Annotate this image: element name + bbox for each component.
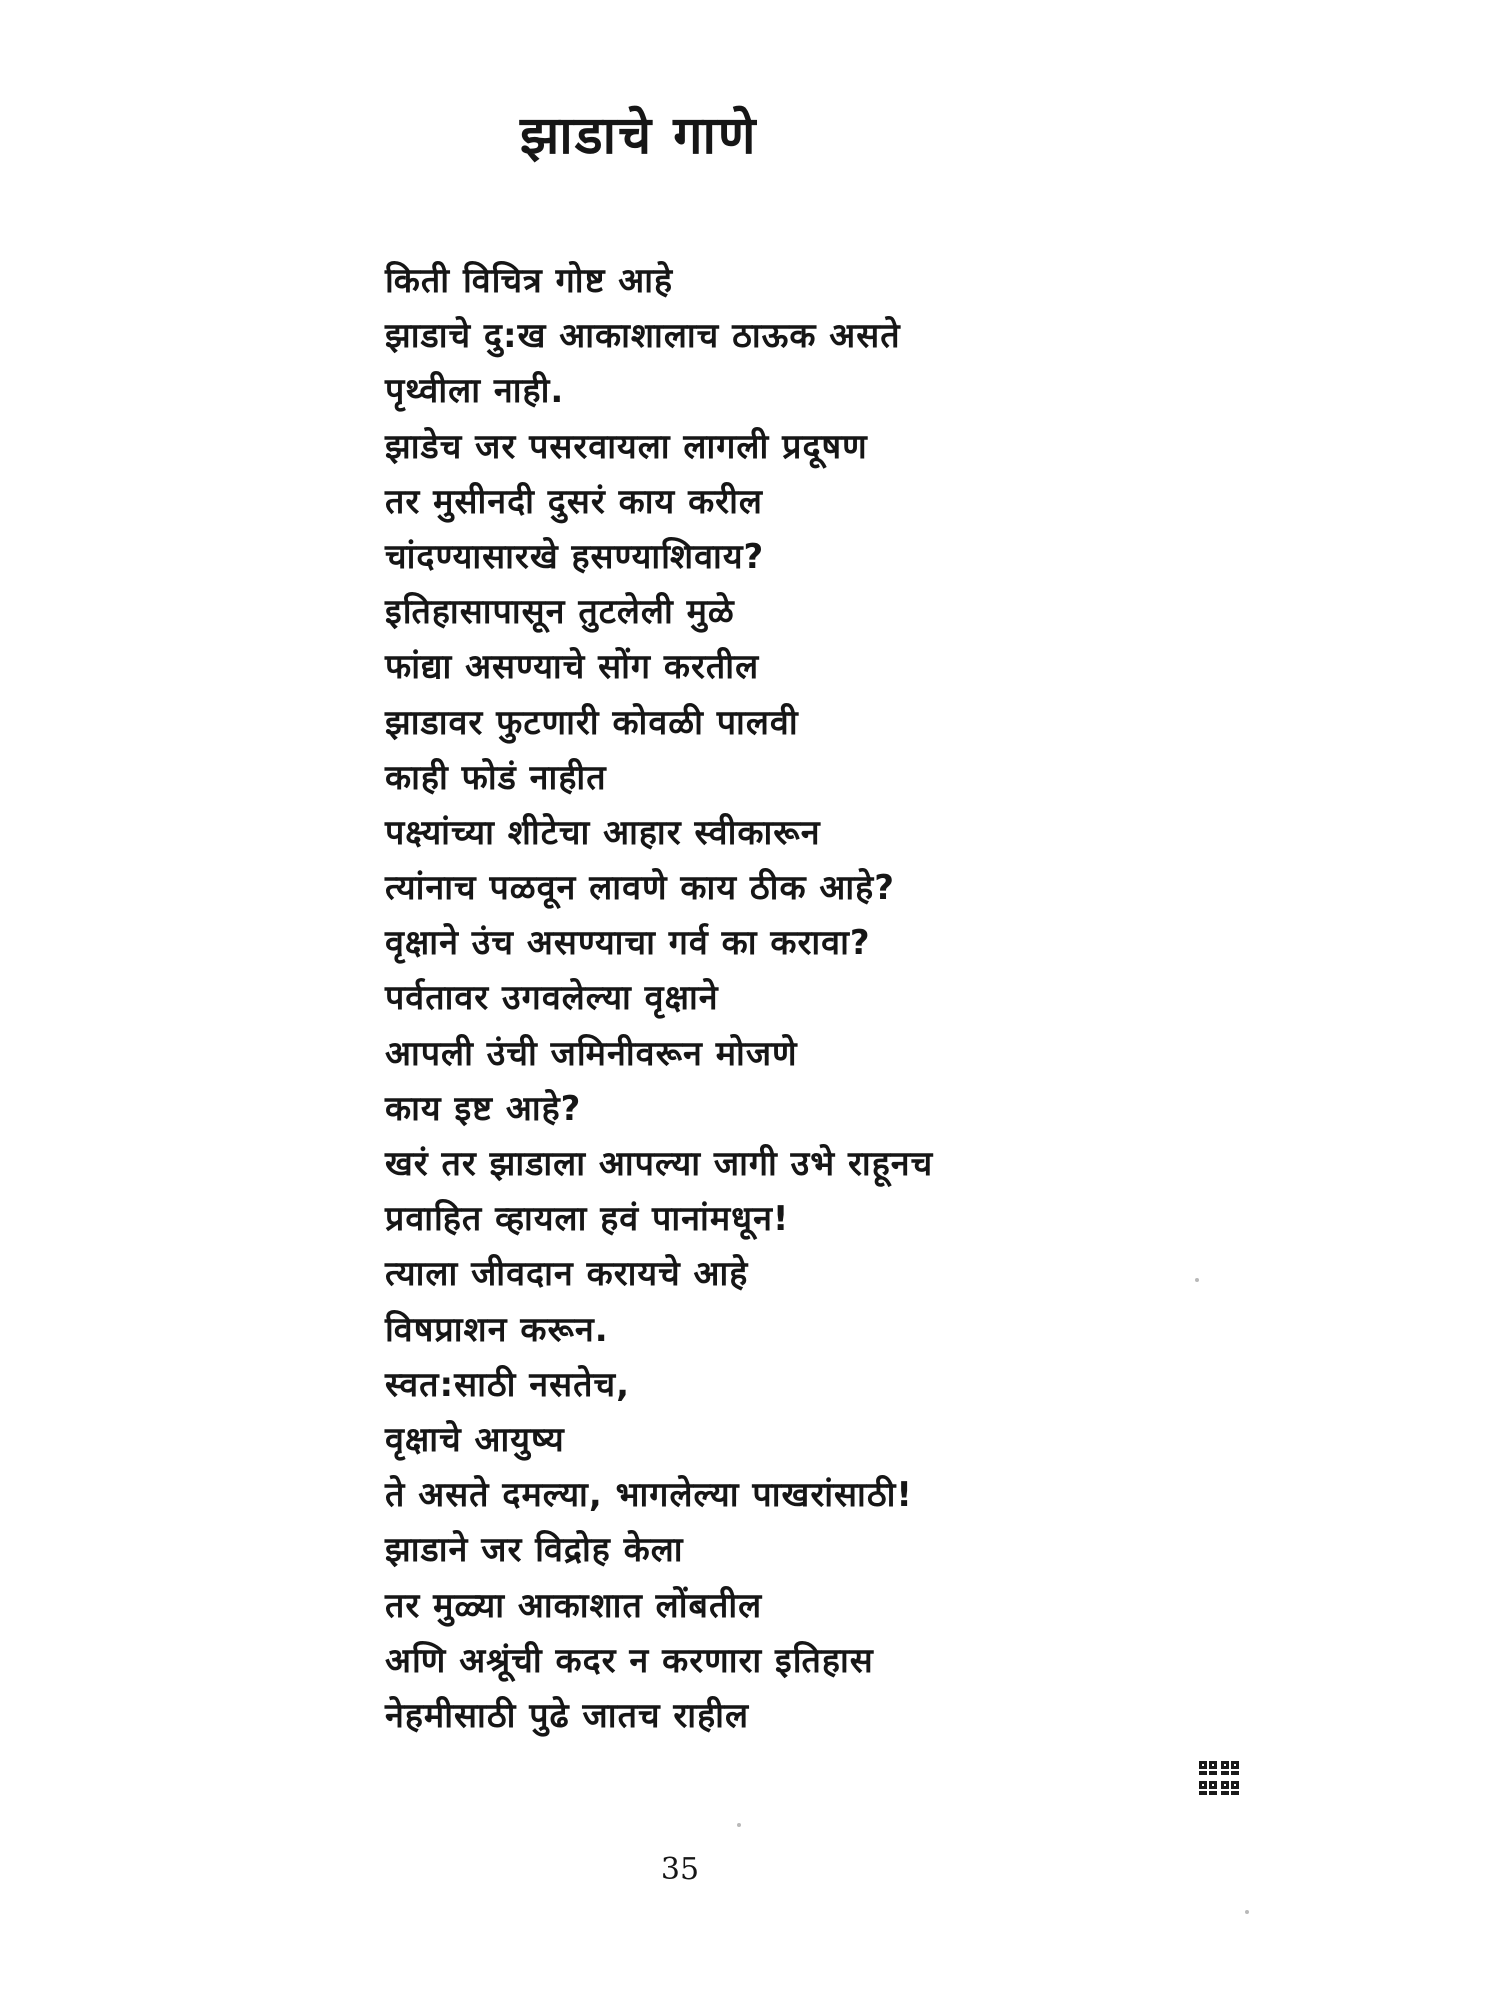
poem-line: काय इष्ट आहे? xyxy=(385,1088,582,1129)
poem-line: आपली उंची जमिनीवरून मोजणे xyxy=(385,1033,798,1074)
poem-line: वृक्षाने उंच असण्याचा गर्व का करावा? xyxy=(385,923,871,964)
poem-line: झाडेच जर पसरवायला लागली प्रदूषण xyxy=(385,426,868,467)
poem-line: त्यांनाच पळवून लावणे काय ठीक आहे? xyxy=(385,868,895,909)
poem-line: पक्ष्यांच्या शीटेचा आहार स्वीकारून xyxy=(385,812,821,853)
poem-line: नेहमीसाठी पुढे जातच राहील xyxy=(385,1695,750,1736)
poem-line: काही फोडं नाहीत xyxy=(385,757,607,798)
scan-speck xyxy=(737,1823,741,1827)
poem-line: झाडाने जर विद्रोह केला xyxy=(385,1530,684,1571)
poem-line: झाडाचे दु:ख आकाशालाच ठाऊक असते xyxy=(385,316,901,357)
poem-line: झाडावर फुटणारी कोवळी पालवी xyxy=(385,702,799,743)
poem-line: अणि अश्रूंची कदर न करणारा इतिहास xyxy=(385,1640,874,1681)
scan-speck xyxy=(1245,1910,1249,1914)
poem-line: खरं तर झाडाला आपल्या जागी उभे राहूनच xyxy=(385,1144,934,1184)
scan-speck xyxy=(1195,1278,1199,1282)
poem-line: किती विचित्र गोष्ट आहे xyxy=(385,261,674,301)
poem-line: फांद्या असण्याचे सोंग करतील xyxy=(385,647,760,688)
poem-line: स्वत:साठी नसतेच, xyxy=(385,1364,631,1405)
poem-line: विषप्राशन करून. xyxy=(385,1309,609,1350)
poem-line: तर मुसीनदी दुसरं काय करील xyxy=(385,481,763,522)
poem-title: झाडाचे गाणे xyxy=(520,106,758,166)
poem-line: वृक्षाचे आयुष्य xyxy=(385,1419,565,1460)
poem-line: त्याला जीवदान करायचे आहे xyxy=(385,1254,749,1295)
poem-body xyxy=(385,254,1385,1744)
page-number: 35 xyxy=(660,1852,700,1887)
poem-line: प्रवाहित व्हायला हवं पानांमधून! xyxy=(385,1199,790,1240)
poem-line: पर्वतावर उगवलेल्या वृक्षाने xyxy=(385,978,719,1019)
poem-line: चांदण्यासारखे हसण्याशिवाय? xyxy=(385,536,765,577)
poem-line: इतिहासापासून तुटलेली मुळे xyxy=(385,592,735,633)
section-end-ornament-icon xyxy=(1198,1760,1240,1796)
poem-line: तर मुळ्या आकाशात लोंबतील xyxy=(385,1585,763,1626)
poem-line: ते असते दमल्या, भागलेल्या पाखरांसाठी! xyxy=(385,1475,913,1516)
poem-line: पृथ्वीला नाही. xyxy=(385,371,565,412)
